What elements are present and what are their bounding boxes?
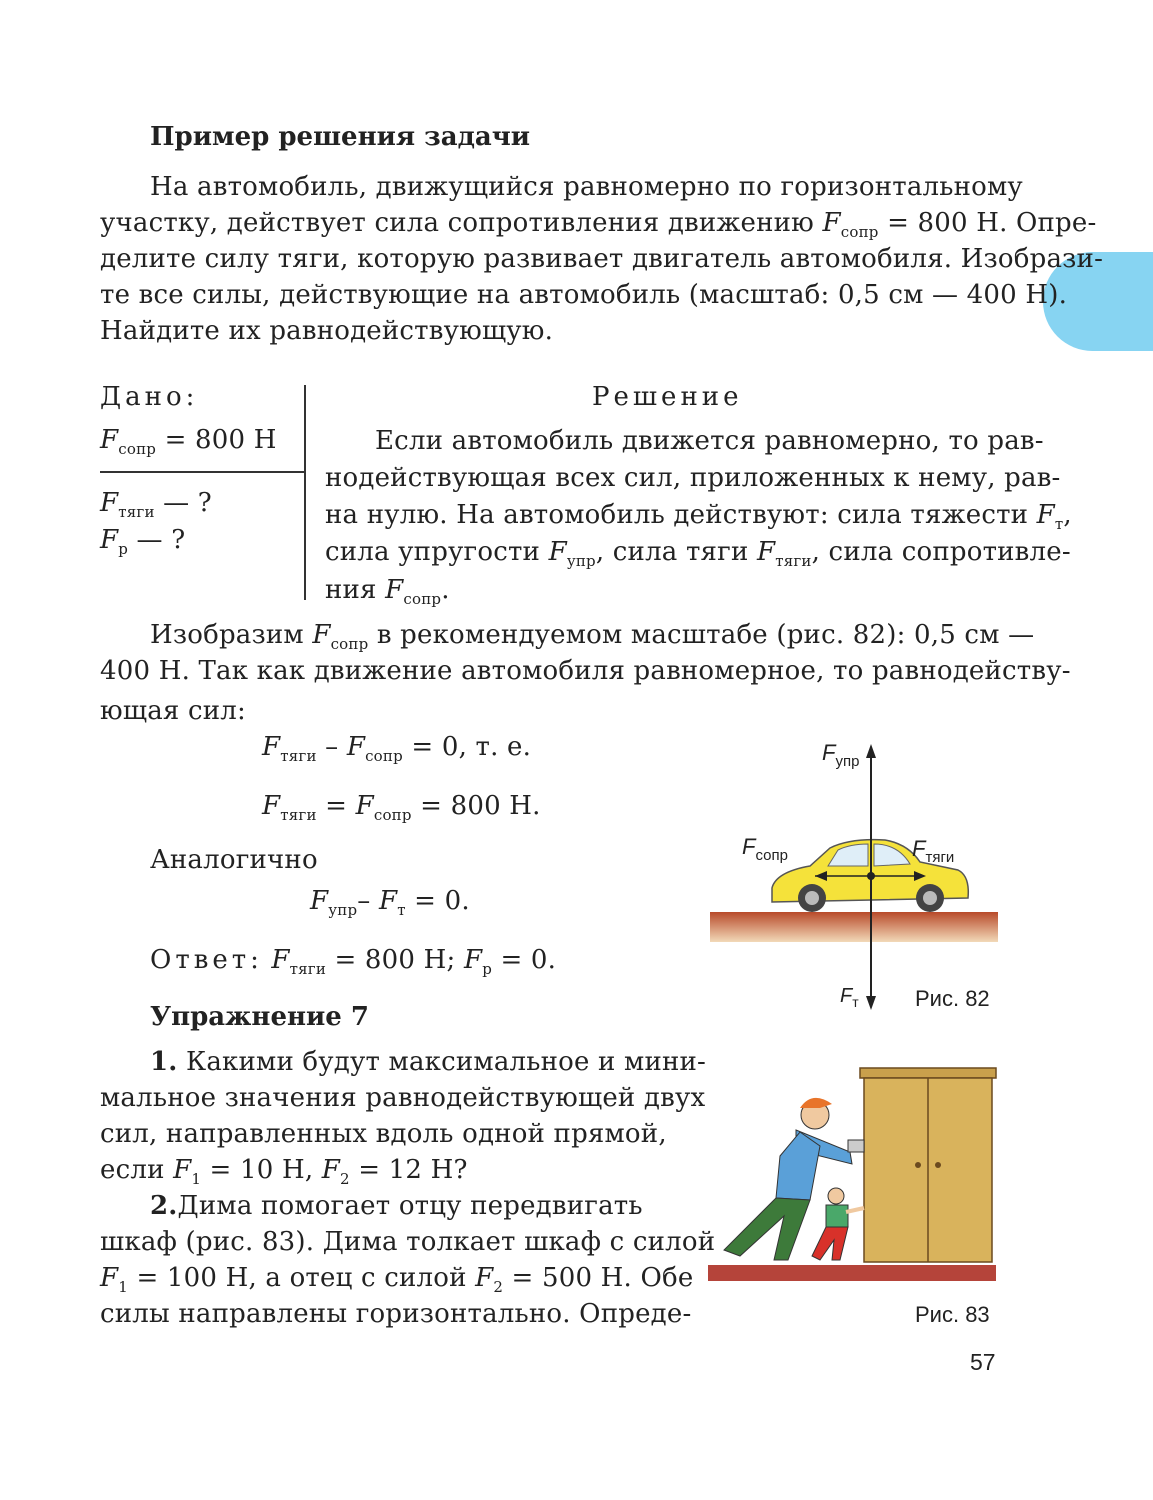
solution-line-3: на нулю. На автомобиль действуют: сила тяжести $F_т$, [325,500,1072,533]
gravity-arrow-icon [866,996,876,1010]
problem-line-5: Найдите их равнодействующую. [100,316,554,346]
label-f-upr-sub: упр [835,753,860,770]
analog-text: Аналогично [150,845,318,875]
boy-icon [812,1188,864,1260]
given-label: Дано: [100,382,199,412]
exercise-q2-line-4: силы направлены горизонтально. Опреде- [100,1299,692,1329]
exercise-q2-line-2: шкаф (рис. 83). Дима толкает шкаф с силой [100,1227,716,1257]
floor [708,1265,996,1281]
given-known: $F_{сопр} = 800$ Н [100,425,277,458]
figure-83-caption: Рис. 83 [915,1302,990,1327]
equation-2: $F_{тяги} = F_{сопр} = 800$ Н. [262,791,541,824]
exercise-q2-line-1: 2.Дима помогает отцу передвигать [150,1191,643,1221]
page-number: 57 [970,1349,996,1375]
para2-line-2: 400 Н. Так как движение автомобиля равномерное, то равнодейству- [100,656,1071,686]
figure-82 [700,730,1020,1020]
problem-line-4: те все силы, действующие на автомобиль (масштаб: 0,5 см — 400 Н). [100,280,1068,310]
label-f-tyagi-sub: тяги [925,849,955,866]
svg-text:Fупр [822,740,859,770]
label-f-tyagi: F [912,836,926,861]
given-vertical-divider [304,385,306,600]
equation-3: $F_{упр}-$ $F_т = 0$. [310,886,470,919]
exercise-q1-line-1: 1. Какими будут максимальное и мини- [150,1047,707,1077]
center-point [867,872,875,880]
label-f-t-sub: т [852,994,859,1010]
problem-line-3: делите силу тяги, которую развивает двигатель автомобиля. Изобрази- [100,244,1104,274]
exercise-heading: Упражнение 7 [150,1002,369,1032]
example-heading: Пример решения задачи [150,122,531,152]
exercise-q1-line-2: мальное значения равнодействующей двух [100,1083,706,1113]
equation-1: $F_{тяги} - F_{сопр} = 0$, т. е. [262,732,532,765]
label-f-sopr-sub: сопр [755,847,788,864]
figure-83 [700,1060,1020,1290]
given-divider [100,471,305,473]
given-unknown-2: $F_р$ — ? [100,525,186,558]
label-f-t: F [840,985,853,1007]
figure-82-caption: Рис. 82 [915,986,990,1011]
label-f-upr: F [822,740,836,765]
solution-title: Решение [592,382,743,412]
upr-arrow-icon [866,744,876,758]
exercise-q1-line-3: сил, направленных вдоль одной прямой, [100,1119,667,1149]
para2-line-1: Изобразим $F_{сопр}$ в рекомендуемом масштабе (рис. 82): 0,5 см — [150,620,1035,653]
solution-line-1: Если автомобиль движется равномерно, то рав- [375,426,1044,456]
given-unknown-1: $F_{тяги}$ — ? [100,488,212,521]
problem-line-1: На автомобиль, движущийся равномерно по горизонтальному [150,172,1023,202]
solution-line-4: сила упругости $F_{упр}$, сила тяги $F_{тяги}$, сила сопротивле- [325,537,1071,570]
wardrobe-icon [860,1068,996,1262]
problem-line-2: участку, действует сила сопротивления движению $F_{сопр} = 800$ Н. Опре- [100,208,1097,241]
label-f-sopr: F [742,834,756,859]
exercise-q1-line-4: если $F_1 = 10$ Н, $F_2 = 12$ Н? [100,1155,468,1188]
svg-text:Fсопр [742,834,788,864]
exercise-q2-line-3: $F_1 = 100$ Н, а отец с силой $F_2 = 500$ Н. Обе [100,1263,694,1296]
svg-text:Fт [840,985,859,1010]
para2-line-3: ющая сил: [100,696,246,726]
answer: Ответ: $F_{тяги} = 800$ Н; $F_р = 0$. [150,945,557,978]
solution-line-2: нодействующая всех сил, приложенных к нему, рав- [325,463,1061,493]
ground [710,912,998,942]
solution-line-5: ния $F_{сопр}$. [325,575,450,608]
